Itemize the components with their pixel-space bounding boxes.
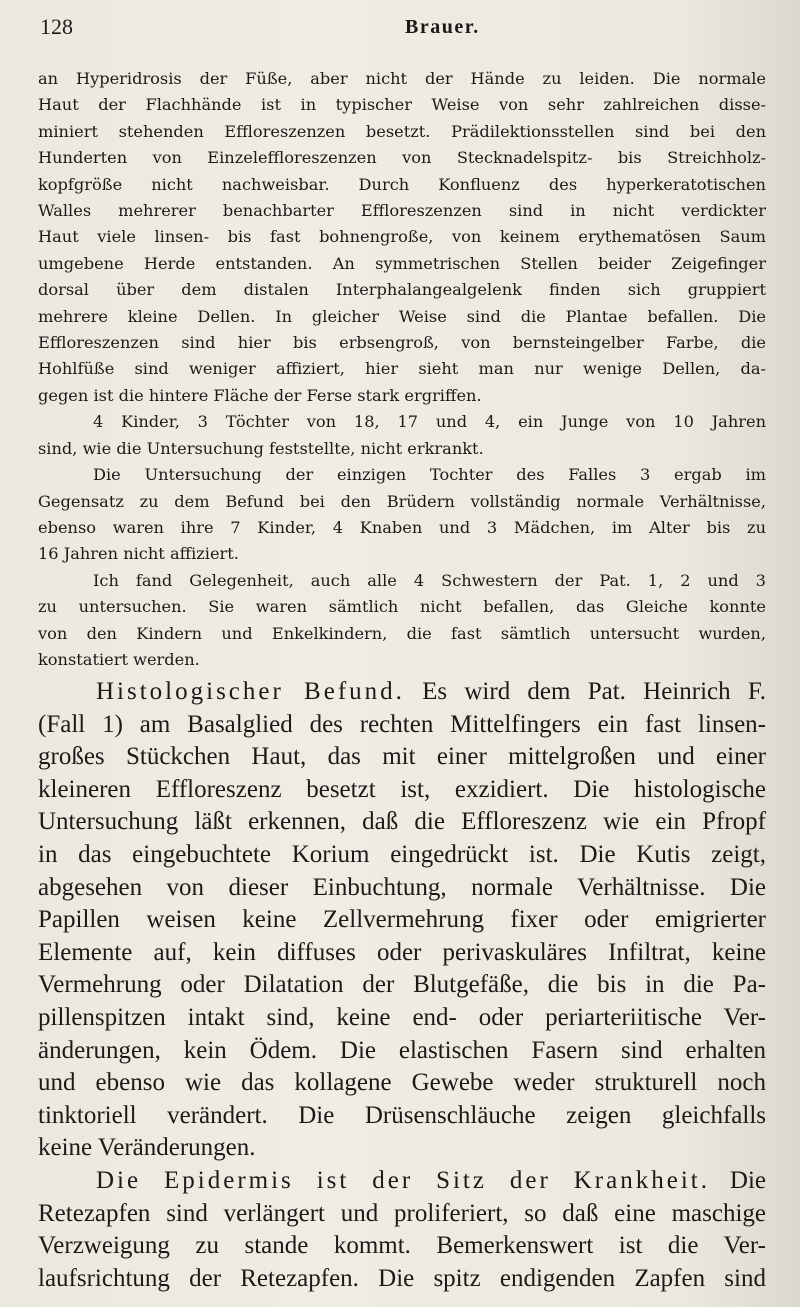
text-line: keine Veränderungen. (38, 1134, 256, 1162)
text-line: Vermehrung oder Dilatation der Blutgefäße, die bis in die Pa- (38, 971, 766, 999)
histology-first-line (38, 676, 766, 709)
histology-section (38, 676, 766, 1295)
running-head: Brauer. (405, 16, 480, 38)
text-line: konstatiert werden. (38, 649, 200, 669)
epidermis-heading: Die Epidermis ist der Sitz der Krankheit. (96, 1166, 710, 1194)
text-line: und ebenso wie das kollagene Gewebe weder strukturell noch (38, 1069, 766, 1097)
text-line: Haut der Flachhände ist in typischer Weise von sehr zahlreichen disse- (38, 95, 766, 115)
text-line: umgebene Herde entstanden. An symmetrischen Stellen beider Zeigefinger (38, 253, 766, 273)
text-line: zu untersuchen. Sie waren sämtlich nicht befallen, das Gleiche konnte (38, 597, 766, 617)
page-header (40, 14, 760, 46)
text-line: laufsrichtung der Retezapfen. Die spitz endigenden Zapfen sind (38, 1264, 766, 1292)
epidermis-first-line (38, 1165, 766, 1198)
text-line: Hunderten von Einzeleffloreszenzen von Stecknadelspitz- bis Streichholz- (38, 148, 766, 168)
text-line: kleineren Effloreszenz besetzt ist, exzidiert. Die histologische (38, 775, 766, 803)
text-line: Papillen weisen keine Zellvermehrung fixer oder emigrierter (38, 906, 766, 934)
histology-first-line-rest: Es wird dem Pat. Heinrich F. (422, 678, 766, 705)
text-line: Ich fand Gelegenheit, auch alle 4 Schwestern der Pat. 1, 2 und 3 (93, 570, 766, 590)
epidermis-first-line-rest: Die (729, 1166, 766, 1194)
text-line: Hohlfüße sind weniger affiziert, hier sieht man nur wenige Dellen, da- (38, 359, 766, 379)
text-line: Retezapfen sind verlängert und proliferiert, so daß eine maschige (38, 1199, 766, 1227)
page-number: 128 (40, 14, 73, 39)
clinical-paragraphs (38, 66, 766, 673)
text-line: (Fall 1) am Basalglied des rechten Mittelfingers ein fast linsen- (38, 710, 766, 738)
text-line: Walles mehrerer benachbarter Effloreszenzen sind in nicht verdickter (38, 201, 766, 221)
text-line: großes Stückchen Haut, das mit einer mittelgroßen und einer (38, 743, 766, 771)
text-line: pillenspitzen intakt sind, keine end- oder periarteriitische Ver- (38, 1003, 766, 1031)
text-line: kopfgröße nicht nachweisbar. Durch Konfluenz des hyperkeratotischen (38, 174, 766, 194)
text-line: Haut viele linsen- bis fast bohnengroße, von keinem erythematösen Saum (38, 227, 766, 247)
text-line: in das eingebuchtete Korium eingedrückt ist. Die Kutis zeigt, (38, 840, 766, 868)
histology-heading: Histologischer Befund. (96, 678, 405, 705)
text-line: Die Untersuchung der einzigen Tochter des Falles 3 ergab im (93, 465, 766, 485)
text-line: 16 Jahren nicht affiziert. (38, 544, 239, 564)
histology-paragraph (38, 709, 766, 1165)
text-line: Effloreszenzen sind hier bis erbsengroß, von bernsteingelber Farbe, die (38, 333, 766, 353)
text-line: änderungen, kein Ödem. Die elastischen Fasern sind erhalten (38, 1036, 766, 1064)
text-line: Untersuchung läßt erkennen, daß die Effloreszenz wie ein Pfropf (38, 808, 766, 836)
text-line: Verzweigung zu stande kommt. Bemerkenswert ist die Ver- (38, 1232, 766, 1260)
text-line: mehrere kleine Dellen. In gleicher Weise sind die Plantae befallen. Die (38, 306, 766, 326)
text-line: an Hyperidrosis der Füße, aber nicht der Hände zu leiden. Die normale (38, 69, 766, 88)
epidermis-paragraph (38, 1198, 766, 1296)
text-line: abgesehen von dieser Einbuchtung, normale Verhältnisse. Die (38, 873, 766, 901)
text-line: ebenso waren ihre 7 Kinder, 4 Knaben und 3 Mädchen, im Alter bis zu (38, 517, 766, 537)
text-line: gegen ist die hintere Fläche der Ferse stark ergriffen. (38, 385, 482, 405)
text-line: von den Kindern und Enkelkindern, die fast sämtlich untersucht wurden, (38, 623, 766, 643)
text-line: sind, wie die Untersuchung feststellte, nicht erkrankt. (38, 438, 484, 458)
text-line: 4 Kinder, 3 Töchter von 18, 17 und 4, ein Junge von 10 Jahren (93, 412, 766, 432)
text-line: tinktoriell verändert. Die Drüsenschläuche zeigen gleichfalls (38, 1101, 766, 1129)
text-line: miniert stehenden Effloreszenzen besetzt. Prädilektionsstellen sind bei den (38, 121, 766, 141)
text-line: Elemente auf, kein diffuses oder perivaskuläres Infiltrat, keine (38, 938, 766, 966)
text-line: dorsal über dem distalen Interphalangealgelenk finden sich gruppiert (38, 280, 766, 300)
text-line: Gegensatz zu dem Befund bei den Brüdern vollständig normale Verhältnisse, (38, 491, 766, 511)
